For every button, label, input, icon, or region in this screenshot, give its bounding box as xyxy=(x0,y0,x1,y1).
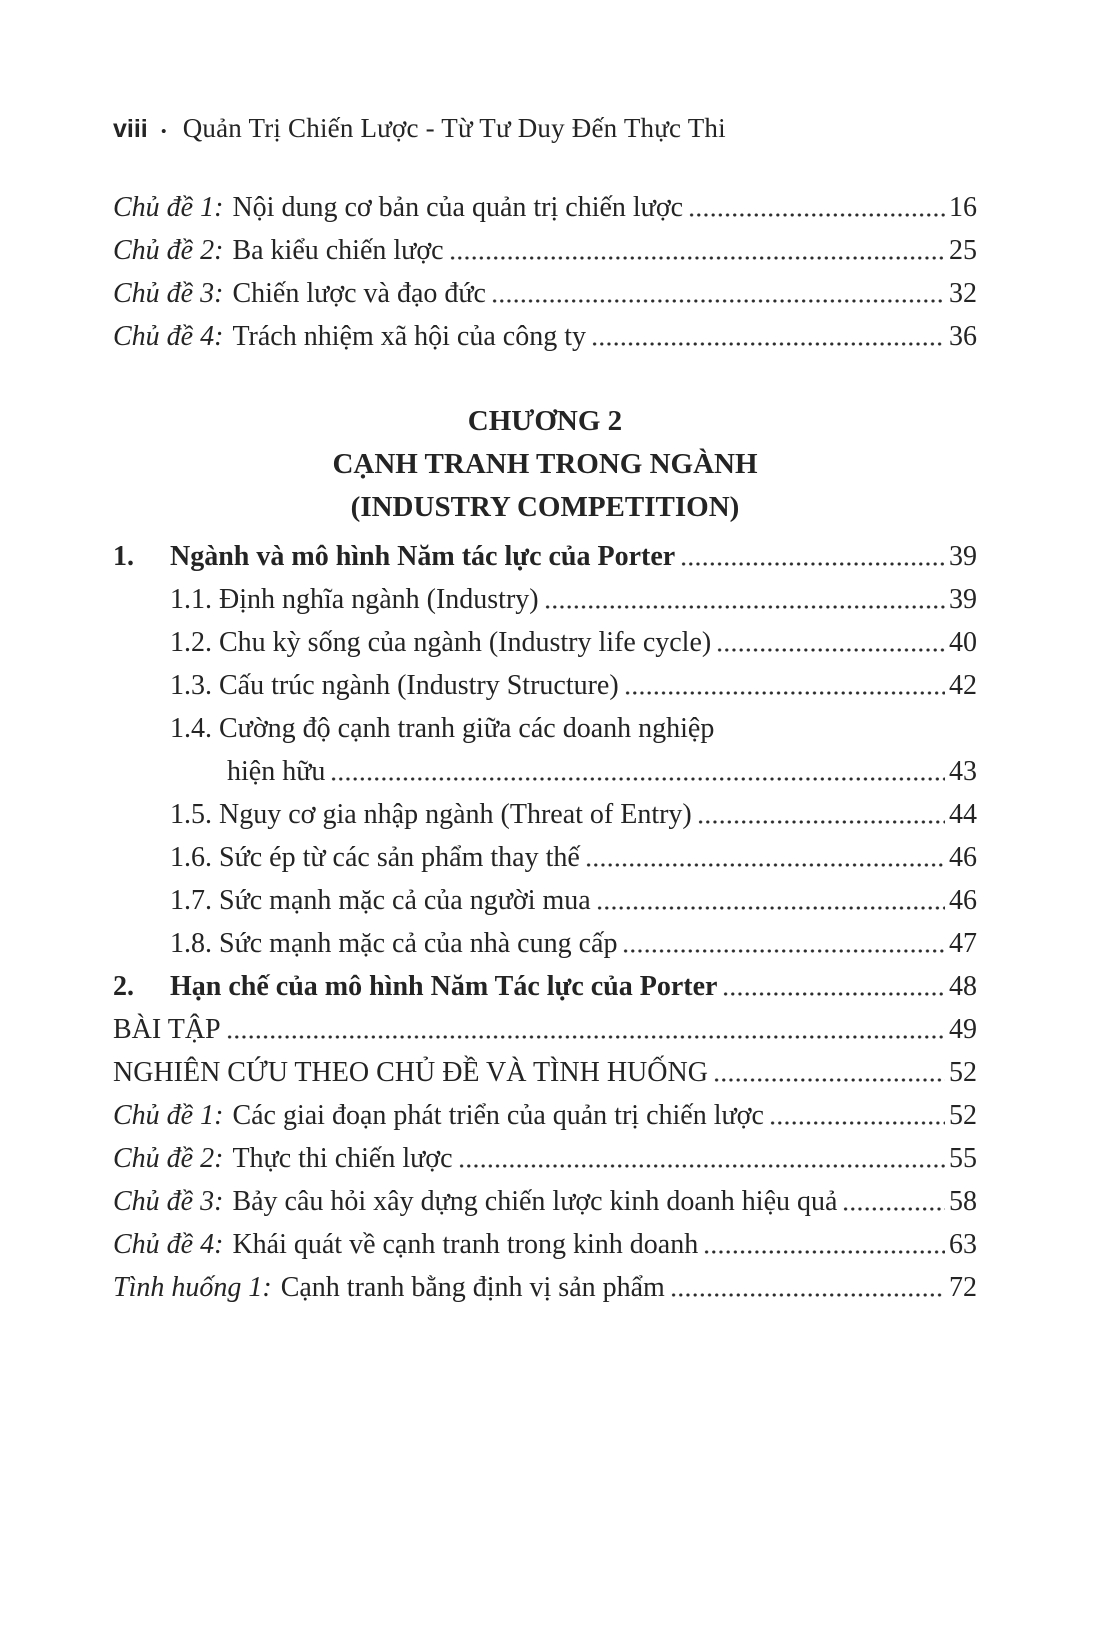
dot-leader xyxy=(585,863,945,867)
toc-entry xyxy=(113,541,977,584)
toc-entry xyxy=(113,1186,977,1229)
entry-text: 1.1. Định nghĩa ngành (Industry) xyxy=(170,584,539,615)
chapter-number: CHƯƠNG 2 xyxy=(467,405,623,437)
entry-page-number: 46 xyxy=(949,885,977,916)
dot-leader xyxy=(697,820,945,824)
entry-label xyxy=(113,1100,764,1132)
toc-entry xyxy=(113,928,977,971)
toc-entry xyxy=(113,192,977,235)
entry-text: NGHIÊN CỨU THEO CHỦ ĐỀ VÀ TÌNH HUỐNG xyxy=(113,1057,708,1088)
dot-leader xyxy=(596,906,945,910)
dot-leader xyxy=(491,299,945,303)
entry-text: 1.6. Sức ép từ các sản phẩm thay thế xyxy=(170,842,580,873)
toc-entry xyxy=(113,1100,977,1143)
dot-leader xyxy=(670,1293,945,1297)
dot-leader xyxy=(449,256,945,260)
dot-leader xyxy=(591,342,945,346)
entry-prefix: Tình huống 1: xyxy=(113,1272,272,1303)
toc-entry xyxy=(113,1014,977,1057)
separator-bullet-icon: • xyxy=(160,122,167,141)
entry-label xyxy=(113,321,586,353)
entry-prefix: Chủ đề 3: xyxy=(113,1186,224,1217)
entry-prefix: Chủ đề 2: xyxy=(113,235,224,266)
entry-label xyxy=(170,627,711,659)
toc-entry xyxy=(113,278,977,321)
entry-text: Nội dung cơ bản của quản trị chiến lược xyxy=(232,192,684,223)
entry-label xyxy=(113,1057,708,1089)
entry-text: 1.2. Chu kỳ sống của ngành (Industry life cycle) xyxy=(170,627,712,658)
toc-list-chapter xyxy=(113,541,977,1315)
toc-list-top xyxy=(113,192,977,364)
toc-entry xyxy=(113,1057,977,1100)
entry-page-number: 55 xyxy=(949,1143,977,1174)
toc-entry xyxy=(113,885,977,928)
entry-page-number: 39 xyxy=(949,584,977,615)
dot-leader xyxy=(703,1250,945,1254)
entry-text: Cạnh tranh bằng định vị sản phẩm xyxy=(280,1272,665,1303)
entry-label xyxy=(113,1143,453,1175)
entry-label xyxy=(170,713,714,745)
entry-label xyxy=(170,670,619,702)
entry-page-number: 16 xyxy=(949,192,977,223)
entry-number: 1. xyxy=(113,541,134,572)
dot-leader xyxy=(622,949,945,953)
entry-label xyxy=(170,885,591,917)
dot-leader xyxy=(226,1035,945,1039)
entry-page-number: 58 xyxy=(949,1186,977,1217)
entry-text: Chiến lược và đạo đức xyxy=(232,278,486,309)
entry-page-number: 47 xyxy=(949,928,977,959)
entry-page-number: 46 xyxy=(949,842,977,873)
entry-label xyxy=(113,1229,698,1261)
dot-leader xyxy=(769,1121,945,1125)
toc-entry-continuation xyxy=(113,756,977,799)
entry-prefix: Chủ đề 4: xyxy=(113,321,224,352)
toc-entry xyxy=(113,799,977,842)
entry-page-number: 36 xyxy=(949,321,977,352)
entry-label xyxy=(170,928,617,960)
toc-entry xyxy=(113,670,977,713)
toc-entry xyxy=(113,842,977,885)
entry-label xyxy=(170,842,580,874)
entry-prefix: Chủ đề 1: xyxy=(113,1100,224,1131)
entry-text: 1.7. Sức mạnh mặc cả của người mua xyxy=(170,885,591,916)
entry-text: 1.8. Sức mạnh mặc cả của nhà cung cấp xyxy=(170,928,618,959)
book-title: Quản Trị Chiến Lược - Từ Tư Duy Đến Thực Thi xyxy=(182,113,726,143)
entry-page-number: 63 xyxy=(949,1229,977,1260)
dot-leader xyxy=(688,213,945,217)
entry-text: 1.5. Nguy cơ gia nhập ngành (Threat of Entry) xyxy=(170,799,692,830)
entry-page-number: 49 xyxy=(949,1014,977,1045)
toc-entry xyxy=(113,584,977,627)
dot-leader xyxy=(330,777,945,781)
entry-prefix: Chủ đề 4: xyxy=(113,1229,224,1260)
toc-entry xyxy=(113,1229,977,1272)
dot-leader xyxy=(716,648,945,652)
entry-label xyxy=(113,1272,665,1304)
dot-leader xyxy=(842,1207,945,1211)
entry-label xyxy=(170,541,675,573)
toc-entry xyxy=(113,1272,977,1315)
entry-prefix: Chủ đề 3: xyxy=(113,278,224,309)
entry-label xyxy=(170,799,692,831)
dot-leader xyxy=(722,992,945,996)
entry-text: 1.3. Cấu trúc ngành (Industry Structure) xyxy=(170,670,619,701)
entry-page-number: 40 xyxy=(949,627,977,658)
entry-page-number: 39 xyxy=(949,541,977,572)
entry-text: Khái quát về cạnh tranh trong kinh doanh xyxy=(232,1229,699,1260)
dot-leader xyxy=(680,562,945,566)
entry-text: BÀI TẬP xyxy=(113,1014,221,1045)
entry-label xyxy=(170,584,539,616)
entry-text: Thực thi chiến lược xyxy=(232,1143,453,1174)
toc-entry xyxy=(113,713,977,756)
entry-page-number: 52 xyxy=(949,1100,977,1131)
dot-leader xyxy=(624,691,945,695)
entry-text: Hạn chế của mô hình Năm Tác lực của Porter xyxy=(170,971,718,1002)
page-number: viii xyxy=(113,115,148,143)
toc-entry xyxy=(113,321,977,364)
dot-leader xyxy=(544,605,945,609)
page-header xyxy=(113,113,977,143)
toc-entry xyxy=(113,627,977,670)
toc-entry xyxy=(113,971,977,1014)
entry-label xyxy=(113,1014,221,1046)
entry-label xyxy=(113,1186,837,1218)
entry-label xyxy=(170,971,717,1003)
entry-text: Ba kiểu chiến lược xyxy=(232,235,444,266)
entry-page-number: 48 xyxy=(949,971,977,1002)
toc-entry xyxy=(113,235,977,278)
entry-text: Bảy câu hỏi xây dựng chiến lược kinh doanh hiệu quả xyxy=(232,1186,838,1217)
entry-prefix: Chủ đề 1: xyxy=(113,192,224,223)
entry-label xyxy=(113,192,683,224)
chapter-title: CẠNH TRANH TRONG NGÀNH xyxy=(332,448,758,480)
entry-label xyxy=(227,756,325,788)
chapter-subtitle: (INDUSTRY COMPETITION) xyxy=(350,491,740,523)
entry-text: 1.4. Cường độ cạnh tranh giữa các doanh nghiệp xyxy=(170,713,715,744)
entry-prefix: Chủ đề 2: xyxy=(113,1143,224,1174)
entry-text: Trách nhiệm xã hội của công ty xyxy=(232,321,586,352)
entry-page-number: 42 xyxy=(949,670,977,701)
entry-page-number: 25 xyxy=(949,235,977,266)
entry-page-number: 52 xyxy=(949,1057,977,1088)
toc-entry xyxy=(113,1143,977,1186)
entry-text: hiện hữu xyxy=(227,756,326,787)
entry-number: 2. xyxy=(113,971,134,1002)
entry-label xyxy=(113,235,444,267)
entry-page-number: 72 xyxy=(949,1272,977,1303)
entry-text: Các giai đoạn phát triển của quản trị chiến lược xyxy=(232,1100,764,1131)
entry-label xyxy=(113,278,486,310)
entry-text: Ngành và mô hình Năm tác lực của Porter xyxy=(170,541,676,572)
chapter-heading xyxy=(113,400,977,529)
entry-page-number: 43 xyxy=(949,756,977,787)
dot-leader xyxy=(458,1164,945,1168)
entry-page-number: 44 xyxy=(949,799,977,830)
dot-leader xyxy=(713,1078,945,1082)
entry-page-number: 32 xyxy=(949,278,977,309)
